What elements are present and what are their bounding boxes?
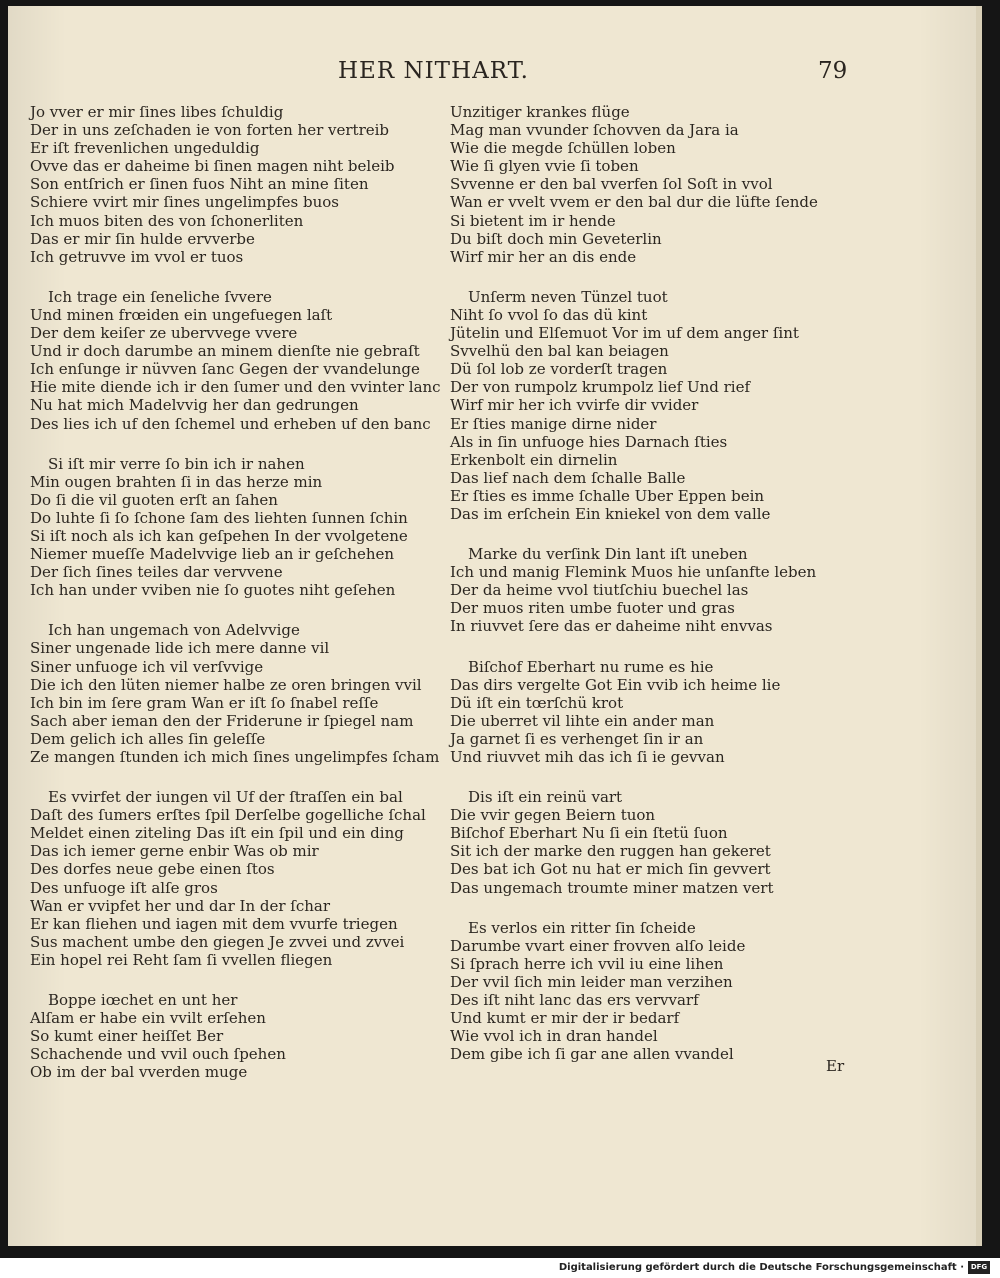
verse-line: Dem gibe ich ſi gar ane allen vvandel — [450, 1045, 734, 1064]
funding-notice: Digitalisierung gefördert durch die Deutsche Forschungsgemeinschaft · — [558, 1262, 964, 1273]
verse-line: Ein hopel rei Reht ſam ſi vvellen fliegen — [30, 950, 333, 969]
verse-line: Boppe iœchet en unt her — [48, 991, 238, 1010]
verse-line: Hie mite diende ich ir den ſumer und den vvinter lanc — [30, 378, 441, 397]
verse-line: Der ſich ſines teiles dar vervvene — [30, 563, 283, 582]
footer-bar — [0, 1258, 1000, 1278]
verse-line: Si iſt mir verre ſo bin ich ir nahen — [48, 454, 305, 473]
verse-line: Dü iſt ein tœrſchü krot — [450, 693, 624, 712]
verse-line: Des iſt niht lanc das ers vervvarf — [450, 991, 699, 1010]
verse-line: Dem gelich ich alles ſin geleſſe — [30, 729, 266, 748]
verse-line: Wan er vvelt vvem er den bal dur die lüfte ſende — [450, 193, 818, 212]
verse-line: Wan er vvipfet her und dar In der ſchar — [30, 896, 331, 915]
verse-line: Der dem keiſer ze ubervvege vvere — [30, 324, 298, 343]
stanza — [30, 455, 450, 600]
stanza — [450, 288, 840, 523]
stanza — [30, 991, 450, 1081]
verse-line: Der vvil ſich min leider man verzihen — [450, 972, 733, 991]
verse-line: Svvelhü den bal kan beiagen — [450, 342, 669, 361]
verse-line: Ob im der bal vverden muge — [30, 1063, 248, 1082]
verse-line: Biſchof Eberhart nu rume es hie — [468, 657, 714, 676]
verse-line: Des bat ich Got nu hat er mich ſin gevvert — [450, 860, 771, 879]
verse-line: Son entſrich er ſinen fuos Niht an mine ſiten — [30, 175, 369, 194]
verse-line: Svvenne er den bal vverfen ſol Soſt in vvol — [450, 175, 773, 194]
verse-line: Sus machent umbe den giegen Je zvvei und zvvei — [30, 932, 405, 951]
verse-line: Ich enſunge ir nüvven ſanc Gegen der vvandelunge — [30, 360, 420, 379]
left-column — [30, 103, 450, 1104]
verse-line: Unzitiger krankes flüge — [450, 103, 630, 121]
verse-line: Schachende und vvil ouch ſpehen — [30, 1045, 286, 1064]
verse-line: Und ir doch darumbe an minem dienſte nie gebraſt — [30, 342, 420, 361]
verse-line: Mag man vvunder ſchovven da Jara ia — [450, 121, 739, 140]
verse-line: Dis iſt ein reinü vart — [468, 788, 623, 807]
stanza — [30, 788, 450, 969]
verse-line: Das im erſchein Ein kniekel von dem valle — [450, 504, 771, 523]
verse-line: Die vvir gegen Beiern tuon — [450, 806, 656, 825]
verse-line: Der da heime vvol tiutſchiu buechel las — [450, 581, 749, 600]
stanza — [30, 103, 450, 266]
verse-line: Sit ich der marke den ruggen han gekeret — [450, 842, 771, 861]
stanza — [450, 103, 840, 266]
stanza — [30, 621, 450, 766]
verse-line: Min ougen brahten ſi in das herze min — [30, 472, 323, 491]
verse-line: Wirf mir her ich vvirfe dir vvider — [450, 396, 699, 415]
verse-line: Ich bin im ſere gram Wan er iſt ſo ſnabel reſſe — [30, 693, 379, 712]
verse-line: Die uberret vil lihte ein ander man — [450, 711, 715, 730]
running-head: HER NITHART. — [338, 58, 529, 84]
verse-line: Si iſt noch als ich kan geſpehen In der vvolgetene — [30, 526, 408, 545]
stanza — [450, 919, 840, 1064]
catchword: Er — [826, 1057, 845, 1075]
verse-line: Nu hat mich Madelvvig her dan gedrungen — [30, 396, 359, 415]
verse-line: Das lief nach dem ſchalle Balle — [450, 468, 686, 487]
verse-line: Siner unfuoge ich vil verſvvige — [30, 657, 264, 676]
verse-line: Der muos riten umbe fuoter und gras — [450, 599, 735, 618]
verse-line: Das dirs vergelte Got Ein vvib ich heime lie — [450, 675, 781, 694]
verse-line: Dü ſol lob ze vorderſt tragen — [450, 360, 668, 379]
verse-line: Niemer mueſſe Madelvvige lieb an ir geſchehen — [30, 545, 395, 564]
verse-line: Alſam er habe ein vvilt erſehen — [30, 1009, 266, 1028]
verse-line: Und minen frœiden ein ungefuegen laſt — [30, 305, 333, 324]
verse-line: Ja garnet ſi es verhenget ſin ir an — [450, 729, 704, 748]
verse-line: Si bietent im ir hende — [450, 211, 616, 230]
verse-line: Der von rumpolz krumpolz lief Und rief — [450, 378, 751, 397]
verse-line: Wie ſi glyen vvie ſi toben — [450, 157, 639, 176]
verse-line: Er kan fliehen und iagen mit dem vvurfe triegen — [30, 914, 398, 933]
verse-line: Meldet einen ziteling Das iſt ein ſpil und ein ding — [30, 824, 404, 843]
verse-line: Jütelin und Elſemuot Vor im uf dem anger ſint — [450, 324, 799, 343]
verse-line: Des unfuoge iſt alſe gros — [30, 878, 218, 897]
verse-line: Des lies ich uf den ſchemel und erheben uf den banc — [30, 414, 431, 433]
verse-line: Sach aber ieman den der Friderune ir ſpiegel nam — [30, 711, 414, 730]
verse-line: Des dorfes neue gebe einen ſtos — [30, 860, 275, 879]
verse-line: Das er mir ſin hulde ervverbe — [30, 229, 255, 248]
verse-line: Darumbe vvart einer frovven alſo leide — [450, 936, 746, 955]
verse-line: Als in ſin unfuoge hies Darnach ſties — [450, 432, 728, 451]
verse-line: Ovve das er daheime bi ſinen magen niht beleib — [30, 157, 395, 176]
verse-line: Biſchof Eberhart Nu ſi ein ſtetü ſuon — [450, 824, 728, 843]
verse-line: Si ſprach herre ich vvil iu eine lihen — [450, 954, 724, 973]
verse-line: Marke du verſink Din lant iſt uneben — [468, 545, 748, 564]
verse-line: Niht ſo vvol ſo das dü kint — [450, 305, 648, 324]
verse-line: Der in uns zeſchaden ie von forten her vertreib — [30, 121, 390, 140]
page-number: 79 — [818, 58, 848, 84]
verse-line: Er ſties manige dirne nider — [450, 414, 657, 433]
verse-line: Jo vver er mir ſines libes ſchuldig — [30, 103, 284, 121]
verse-line: Das ungemach troumte miner matzen vert — [450, 878, 774, 897]
right-column — [450, 103, 840, 1085]
verse-line: Ze mangen ſtunden ich mich ſines ungelimpfes ſcham — [30, 748, 440, 766]
stanza — [450, 545, 840, 635]
verse-line: In riuvvet ſere das er daheime niht envvas — [450, 617, 773, 636]
dfg-logo: DFG — [968, 1261, 990, 1274]
verse-line: Siner ungenade lide ich mere danne vil — [30, 639, 330, 658]
verse-line: Ich und manig Flemink Muos hie unſanfte leben — [450, 563, 817, 582]
verse-line: Do luhte ſi ſo ſchone ſam des liehten ſunnen ſchin — [30, 508, 408, 527]
verse-line: Es verlos ein ritter ſin ſcheide — [468, 918, 696, 937]
verse-line: Und riuvvet mih das ich ſi ie gevvan — [450, 748, 725, 766]
verse-line: Und kumt er mir der ir bedarf — [450, 1009, 680, 1028]
verse-line: Das ich iemer gerne enbir Was ob mir — [30, 842, 319, 861]
verse-line: Ich getruvve im vvol er tuos — [30, 247, 244, 266]
verse-line: Er ſties es imme ſchalle Uber Eppen bein — [450, 486, 765, 505]
stanza — [450, 788, 840, 897]
verse-line: Ich muos biten des von ſchonerliten — [30, 211, 304, 230]
verse-line: Wie die megde ſchüllen loben — [450, 139, 676, 158]
stanza — [450, 658, 840, 767]
verse-line: Ich trage ein ſeneliche ſvvere — [48, 287, 272, 306]
verse-line: Wie vvol ich in dran handel — [450, 1027, 658, 1046]
verse-line: Erkenbolt ein dirnelin — [450, 450, 618, 469]
verse-line: Wirf mir her an dis ende — [450, 247, 637, 266]
verse-line: Es vvirfet der iungen vil Uf der ſtraſſen ein bal — [48, 788, 403, 807]
verse-line: Schiere vvirt mir ſines ungelimpfes buos — [30, 193, 339, 212]
verse-line: Die ich den lüten niemer halbe ze oren bringen vvil — [30, 675, 422, 694]
verse-line: Unſerm neven Tünzel tuot — [468, 287, 668, 306]
verse-line: Ich han ungemach von Adelvvige — [48, 621, 300, 640]
verse-line: Do ſi die vil guoten erſt an ſahen — [30, 490, 278, 509]
page-edge — [976, 6, 982, 1246]
verse-line: Daſt des ſumers erſtes ſpil Derſelbe gogelliche ſchal — [30, 806, 426, 825]
verse-line: Er iſt frevenlichen ungeduldig — [30, 139, 260, 158]
verse-line: Du biſt doch min Geveterlin — [450, 229, 662, 248]
stanza — [30, 288, 450, 433]
verse-line: So kumt einer heiſſet Ber — [30, 1027, 224, 1046]
verse-line: Ich han under vviben nie ſo guotes niht geſehen — [30, 581, 396, 600]
